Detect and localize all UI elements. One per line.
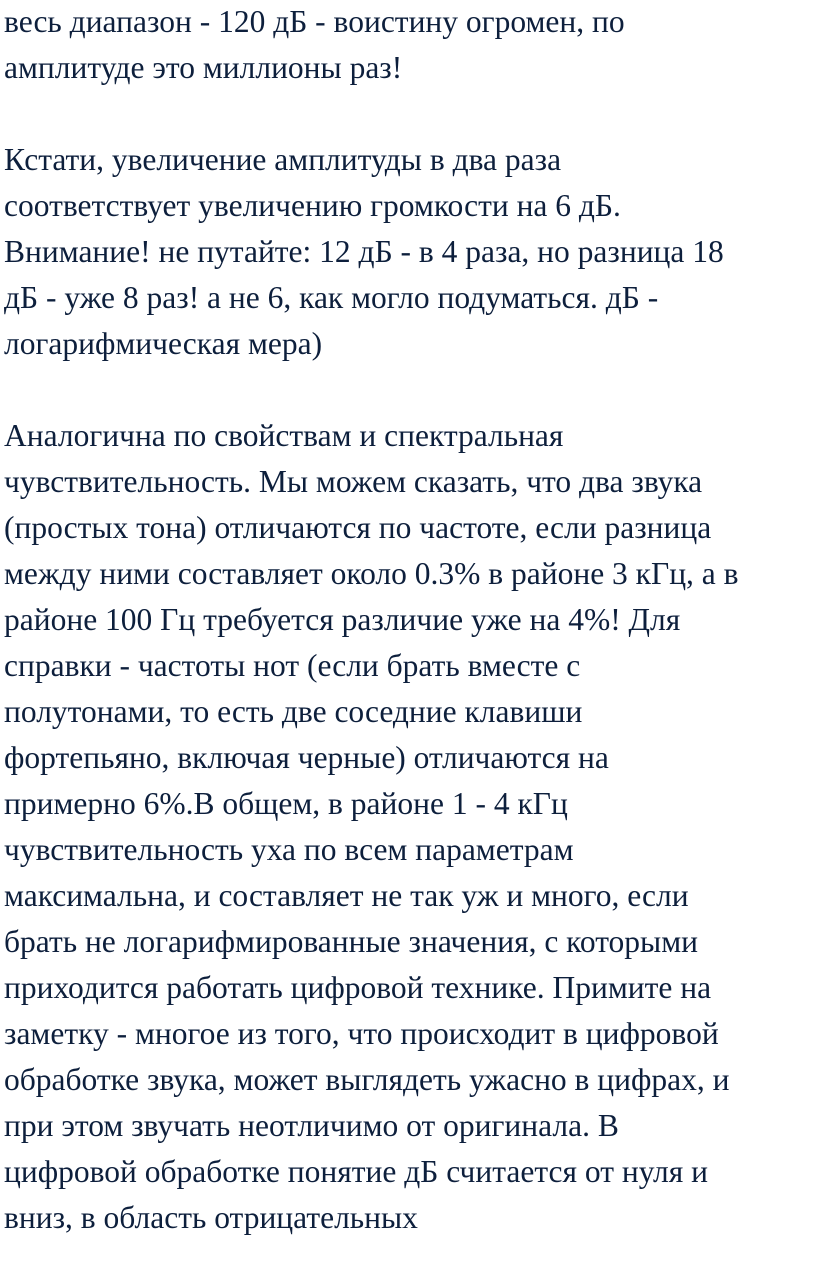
text-line: районе 100 Гц требуется различие уже на 4%! Для <box>4 602 681 637</box>
text-line: фортепьяно, включая черные) отличаются на <box>4 740 609 775</box>
text-line: приходится работать цифровой технике. Примите на <box>4 970 712 1005</box>
text-line: дБ - уже 8 раз! а не 6, как могло подуматься. дБ - <box>4 280 659 315</box>
text-line: чувствительность. Мы можем сказать, что два звука <box>4 464 703 499</box>
text-line: примерно 6%.В общем, в районе 1 - 4 кГц <box>4 786 568 821</box>
text-line: между ними составляет около 0.3% в районе 3 кГц, а в <box>4 556 739 591</box>
text-line: Внимание! не путайте: 12 дБ - в 4 раза, но разница 18 <box>4 234 724 269</box>
text-line: максимальна, и составляет не так уж и много, если <box>4 878 689 913</box>
text-line: заметку - многое из того, что происходит в цифровой <box>4 1016 719 1051</box>
text-line: брать не логарифмированные значения, с которыми <box>4 924 699 959</box>
text-line: Аналогична по свойствам и спектральная <box>4 418 564 453</box>
text-line: справки - частоты нот (если брать вместе с <box>4 648 581 683</box>
text-line: Кстати, увеличение амплитуды в два раза <box>4 142 562 177</box>
text-line: цифровой обработке понятие дБ считается от нуля и <box>4 1154 708 1189</box>
text-line: амплитуде это миллионы раз! <box>4 50 403 85</box>
text-line: весь диапазон - 120 дБ - воистину огромен, по <box>4 4 625 39</box>
text-line: чувствительность уха по всем параметрам <box>4 832 574 867</box>
text-line: соответствует увеличению громкости на 6 дБ. <box>4 188 621 223</box>
text-line: вниз, в область отрицательных <box>4 1200 418 1235</box>
text-line: обработке звука, может выглядеть ужасно в цифрах, и <box>4 1062 730 1097</box>
text-line: логарифмическая мера) <box>4 326 323 361</box>
text-line: полутонами, то есть две соседние клавиши <box>4 694 583 729</box>
text-line: при этом звучать неотличимо от оригинала. В <box>4 1108 619 1143</box>
text-line: (простых тона) отличаются по частоте, если разница <box>4 510 712 545</box>
